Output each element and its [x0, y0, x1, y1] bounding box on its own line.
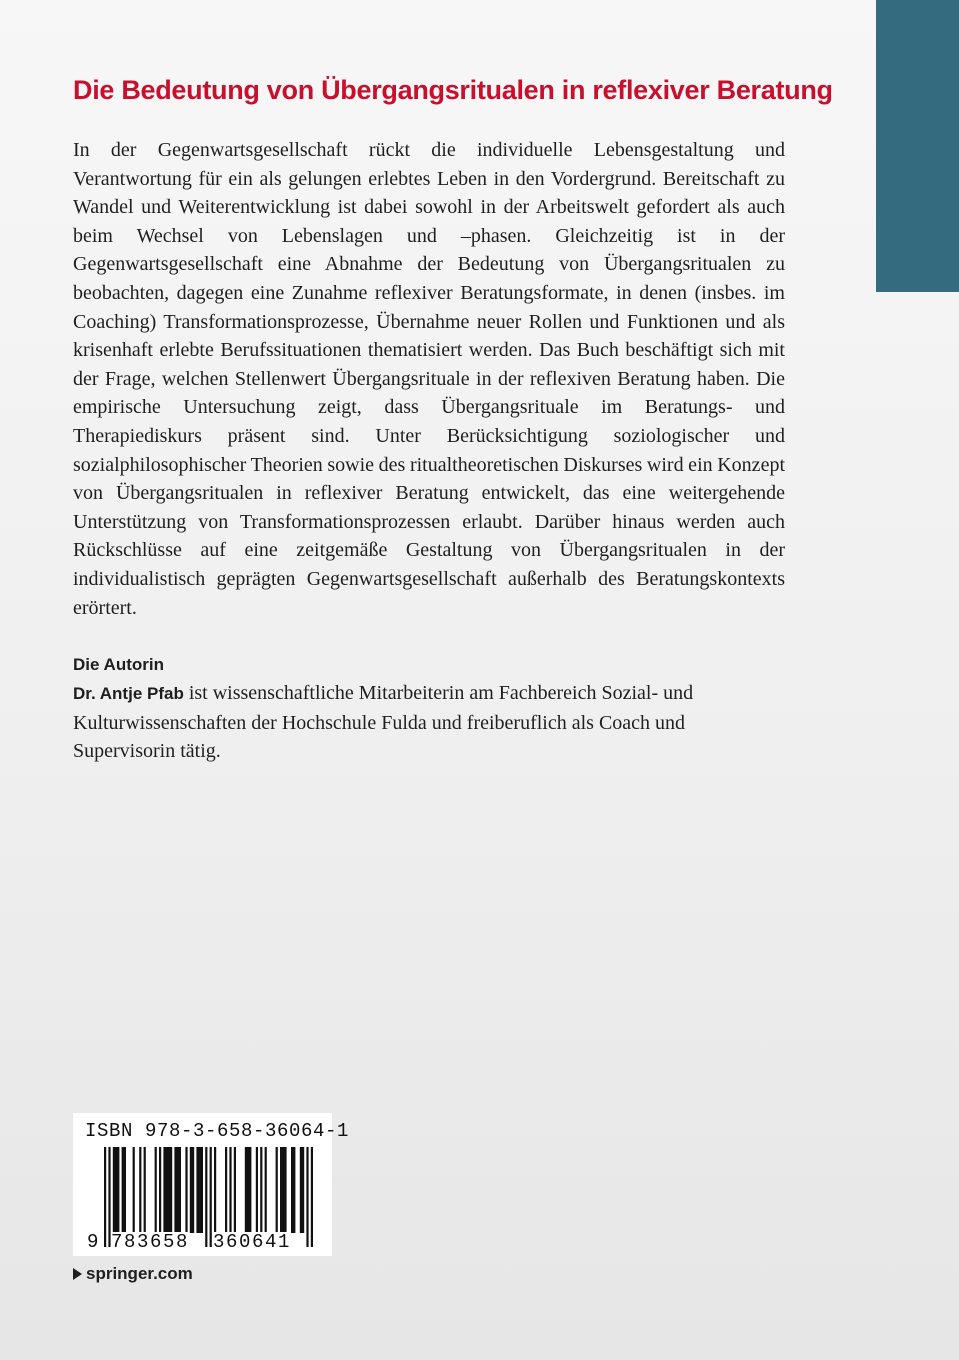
barcode-bar — [300, 1147, 304, 1233]
barcode-bar — [190, 1147, 194, 1233]
barcode-bar — [144, 1147, 146, 1233]
barcode-bar — [256, 1147, 258, 1233]
barcode-guard-bar — [205, 1147, 207, 1247]
barcode-bar — [245, 1147, 252, 1233]
barcode-bar — [174, 1147, 181, 1233]
barcode-bar — [155, 1147, 157, 1233]
barcode-guard-bar — [306, 1147, 308, 1247]
barcode-guard-bar — [311, 1147, 313, 1247]
barcode-bar — [196, 1147, 203, 1233]
barcode-bar — [229, 1147, 231, 1233]
arrow-right-icon — [73, 1268, 82, 1280]
barcode-bar — [225, 1147, 227, 1233]
ean-right-digits: 360641 — [213, 1231, 292, 1253]
isbn-barcode-box — [73, 1113, 350, 1256]
barcode-bar — [185, 1147, 187, 1233]
barcode-bar — [139, 1147, 141, 1233]
cover-accent-bar — [876, 0, 959, 292]
author-bio — [73, 679, 785, 766]
barcode-guard-bar — [210, 1147, 212, 1247]
barcode-bar — [280, 1147, 287, 1233]
author-heading: Die Autorin — [73, 655, 164, 674]
barcode-bar — [291, 1147, 295, 1233]
barcode-bar — [260, 1147, 262, 1233]
barcode-bar — [163, 1147, 172, 1233]
barcode-bar — [133, 1147, 135, 1233]
author-name: Dr. Antje Pfab — [73, 684, 184, 703]
website-label: springer.com — [86, 1264, 193, 1283]
ean-first-digit: 9 — [87, 1231, 99, 1253]
barcode-bar — [214, 1147, 216, 1233]
barcode-guard-bar — [104, 1147, 106, 1247]
book-description: In der Gegenwartsgesellschaft rückt die individuelle Lebensgestaltung und Verantwortung für ein als gelungen erlebtes Leben in den Vordergrund. Bereitschaft zu Wandel und Weiterentwicklung ist dabei sowohl in der Arbeitswelt gefordert als auch beim Wechsel von Lebenslagen und –phasen. Gleichzeitig ist in der Gegenwartsgesellschaft eine Abnahme der Bedeutung von Übergangsritualen zu beobachten, dagegen eine Zunahme reflexiver Beratungsformate, in denen (insbes. im Coaching) Transformationsprozesse, Übernahme neuer Rollen und Funktionen und als krisenhaft erlebte Berufssituationen thematisiert werden. Das Buch beschäftigt sich mit der Frage, welchen Stellenwert Übergangsrituale in der reflexiven Beratung haben. Die empirische Untersuchung zeigt, dass Übergangsrituale im Beratungs- und Therapiediskurs präsent sind. Unter Berücksichtigung soziologischer und sozialphilosophischer Theorien sowie des ritualtheoretischen Diskurses wird ein Konzept von Übergangsritualen in reflexiver Beratung entwickelt, das eine weitergehende Unterstützung von Transformationsprozessen erlaubt. Darüber hinaus werden auch Rückschlüsse auf eine zeitgemäße Gestaltung von Übergangsritualen in der individualistisch geprägten Gegenwartsgesellschaft außerhalb des Beratungskontexts erörtert. — [73, 139, 785, 619]
author-bio-text: ist wissenschaftliche Mitarbeiterin am Fachbereich Sozial- und Kulturwissenschaften der Hochschule Fulda und freiberuflich als Coach und Supervisorin tätig. — [73, 682, 694, 763]
ean-left-digits: 783658 — [111, 1231, 190, 1253]
barcode-bar — [265, 1147, 267, 1233]
barcode-bar — [122, 1147, 126, 1233]
barcode-bar — [113, 1147, 120, 1233]
publisher-website[interactable] — [73, 1262, 193, 1286]
barcode-bar — [276, 1147, 278, 1233]
barcode-bar — [159, 1147, 161, 1233]
barcode-bar — [234, 1147, 236, 1233]
book-title: Die Bedeutung von Übergangsritualen in reflexiver Beratung — [73, 75, 833, 105]
isbn-label: ISBN 978-3-658-36064-1 — [85, 1120, 350, 1142]
